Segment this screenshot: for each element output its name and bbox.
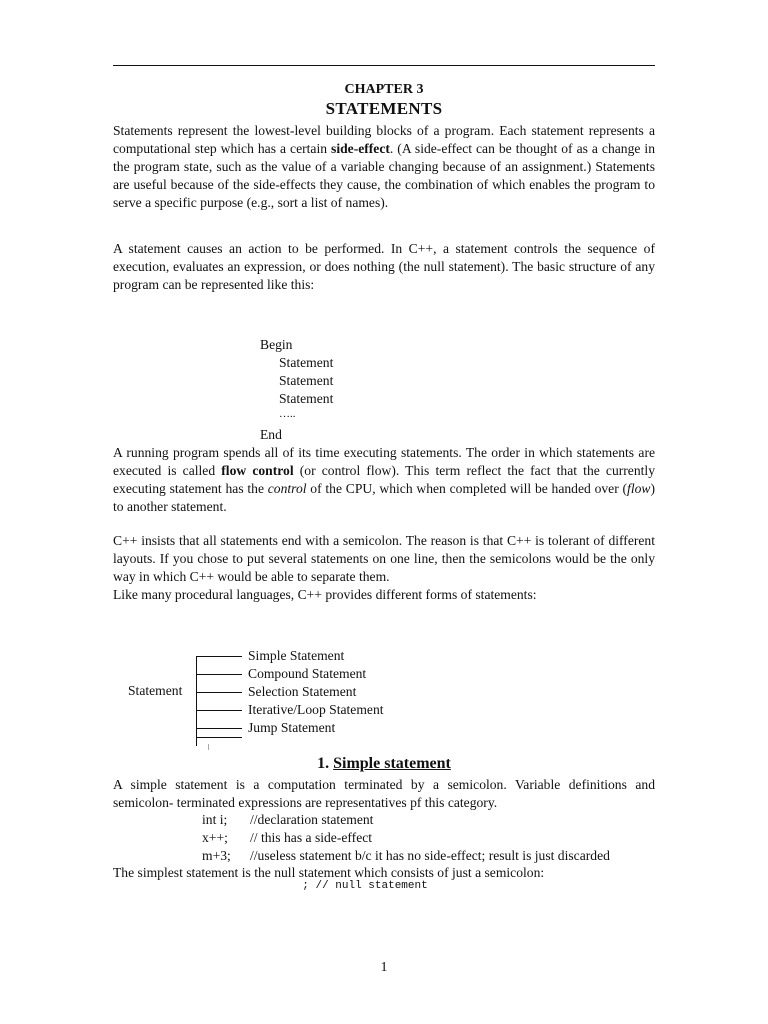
tree-leaf-simple: Simple Statement [248,648,345,663]
statement-tree-diagram [128,646,428,756]
chapter-title: STATEMENTS [325,99,443,118]
example-row: x++; // this has a side-effect [202,830,373,845]
flow-statement: Statement [279,373,334,388]
intro-paragraph: Statements represent the lowest-level building blocks of a program. Each statement represents a computational step which has a certain side-effect. (A side-effect can be thought of as a change in the program state, such as the value of a variable changing because of an assignment.) Statements are useful because of the side-effects they cause, the combination of which enables the program to serve a specific purpose (e.g., sort a list of names). [113,123,655,210]
flow-control-paragraph: A running program spends all of its time executing statements. The order in which statements are executed is called flow control (or control flow). This term reflect the fact that the currently executing statement has the control of the CPU, which when completed will be handed over (flow) to another statement. [113,445,655,514]
example-row: m+3; //useless statement b/c it has no side-effect; result is just discarded [202,848,610,863]
flow-begin: Begin [260,337,293,352]
flow-ellipsis: ….. [279,408,296,420]
tree-vertical-line [196,656,197,746]
flow-statement: Statement [279,355,334,370]
tree-root-label: Statement [128,683,183,698]
top-rule [113,65,655,66]
null-statement-paragraph: The simplest statement is the null statement which consists of just a semicolon: [113,865,545,880]
tree-branch-line [196,737,242,738]
tree-branch-line [196,692,242,693]
flow-end: End [260,427,282,442]
tree-leaf-compound: Compound Statement [248,666,367,681]
tree-leaf-selection: Selection Statement [248,684,357,699]
semicolon-paragraph: C++ insists that all statements end with a semicolon. The reason is that C++ is tolerant of different layouts. If you chose to put several statements on one line, then the semicolons would be the only way in which C++ would be able to separate them. [113,533,655,584]
flow-statement: Statement [279,391,334,406]
tree-branch-line [196,674,242,675]
forms-paragraph: Like many procedural languages, C++ provides different forms of statements: [113,587,537,602]
statement-paragraph: A statement causes an action to be performed. In C++, a statement controls the sequence of execution, evaluates an expression, or does nothing (the null statement). The basic structure of any program can be represented like this: [113,241,655,292]
tree-branch-line [196,656,242,657]
null-statement-code: ; // null statement [302,880,428,892]
simple-statement-paragraph: A simple statement is a computation terminated by a semicolon. Variable definitions and semicolon- terminated expressions are representatives pf this category. [113,777,655,810]
page-number: 1 [380,960,388,975]
side-effect-term: side-effect [331,141,390,156]
example-row: int i; //declaration statement [202,812,374,827]
section-heading: 1. Simple statement [317,755,451,772]
tree-stub-line [208,744,209,750]
chapter-label: CHAPTER 3 [344,82,424,97]
tree-leaf-jump: Jump Statement [248,720,336,735]
tree-branch-line [196,710,242,711]
flow-control-term: flow control [221,463,294,478]
tree-leaf-iterative: Iterative/Loop Statement [248,702,384,717]
tree-branch-line [196,728,242,729]
